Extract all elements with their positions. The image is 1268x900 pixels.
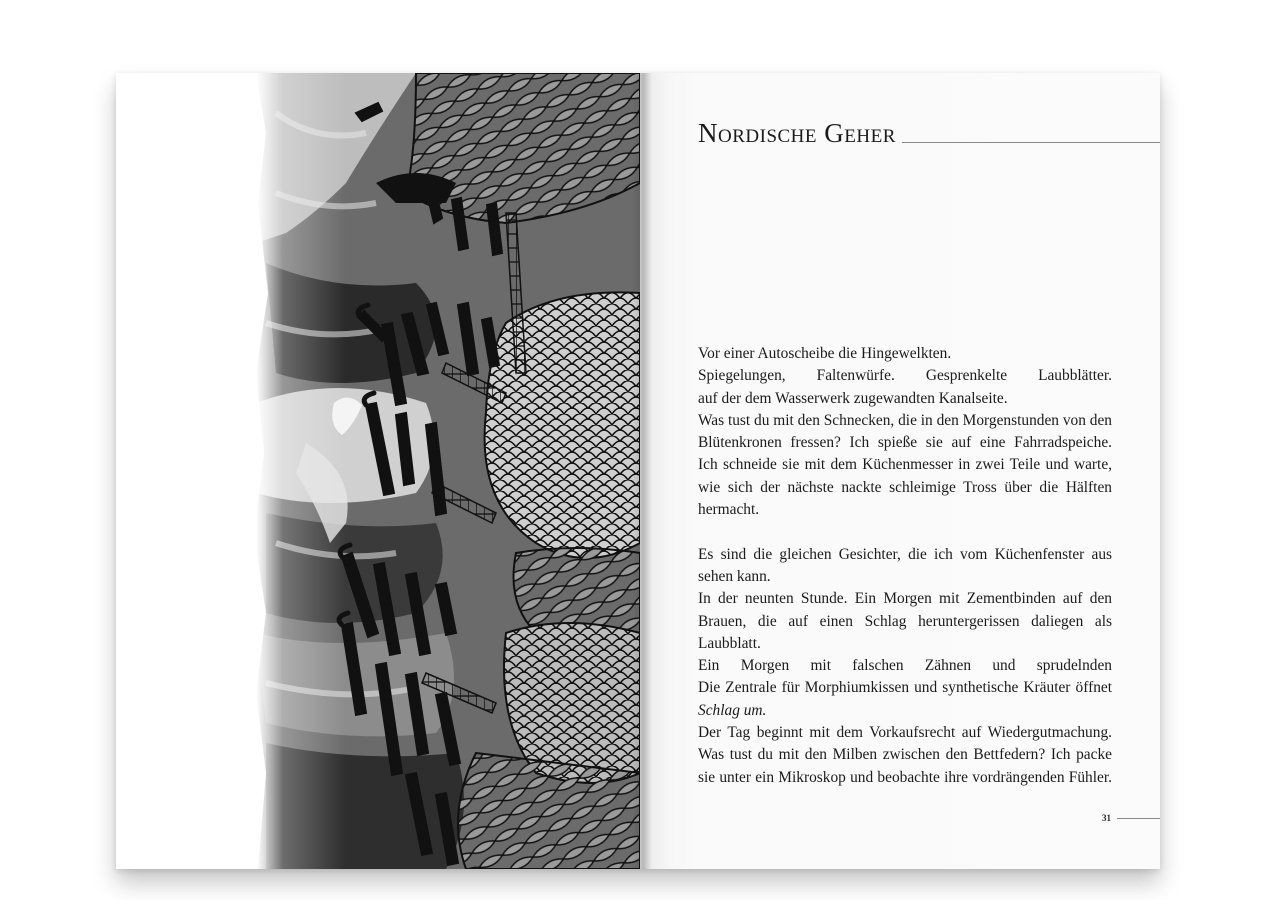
text-line: Der Tag beginnt mit dem Vorkaufsrecht auf Wiedergutmachung. — [698, 724, 1112, 742]
ink-illustration — [116, 73, 640, 869]
stanza-break — [698, 521, 1112, 543]
page-footer — [1102, 811, 1160, 825]
right-page — [640, 73, 1160, 869]
title-rule — [902, 142, 1160, 143]
text-line: Laubblatt. — [698, 634, 761, 652]
text-line: Brauen, die auf einen Schlag heruntergerissen daliegen als — [698, 612, 1112, 630]
text-line: In der neunten Stunde. Ein Morgen mit Zementbinden auf den — [698, 590, 1112, 608]
text-line: Ich schneide sie mit dem Küchenmesser in zwei Teile und warte, — [698, 456, 1112, 474]
text-line: Spiegelungen, Faltenwürfe. Gesprenkelte Laubblätter. — [698, 367, 1112, 385]
text-line: Was tust du mit den Schnecken, die in den Morgenstunden von den — [698, 411, 1112, 429]
left-page — [116, 73, 640, 869]
text-line: Blütenkronen fressen? Ich spieße sie auf eine Fahrradspeiche. — [698, 434, 1112, 452]
text-line: Vor einer Autoscheibe die Hingewelkten. — [698, 345, 952, 362]
text-line: Was tust du mit den Milben zwischen den Bettfedern? Ich packe — [698, 746, 1112, 764]
text-line: Ein Morgen mit falschen Zähnen und sprudelnden — [698, 657, 1112, 675]
text-line: sie unter ein Mikroskop und beobachte ihre vordrängenden Fühler. — [698, 768, 1112, 786]
text-line: Schlag um. — [698, 701, 767, 719]
text-line: Die Zentrale für Morphiumkissen und synthetische Kräuter öffnet — [698, 679, 1112, 697]
poem-text — [698, 343, 1112, 789]
text-line: hermacht. — [698, 501, 760, 519]
open-book — [116, 73, 1160, 869]
text-line: Es sind die gleichen Gesichter, die ich vom Küchenfenster aus — [698, 545, 1112, 563]
footer-rule — [1117, 818, 1160, 819]
page-number: 31 — [1102, 813, 1111, 823]
chapter-heading — [698, 119, 1160, 147]
text-line: sehen kann. — [698, 567, 771, 585]
text-line: auf der dem Wasserwerk zugewandten Kanalseite. — [698, 389, 1008, 407]
chapter-title: Nordische Geher — [698, 118, 896, 148]
text-line: wie sich der nächste nackte schleimige Tross über die Hälften — [698, 478, 1112, 496]
